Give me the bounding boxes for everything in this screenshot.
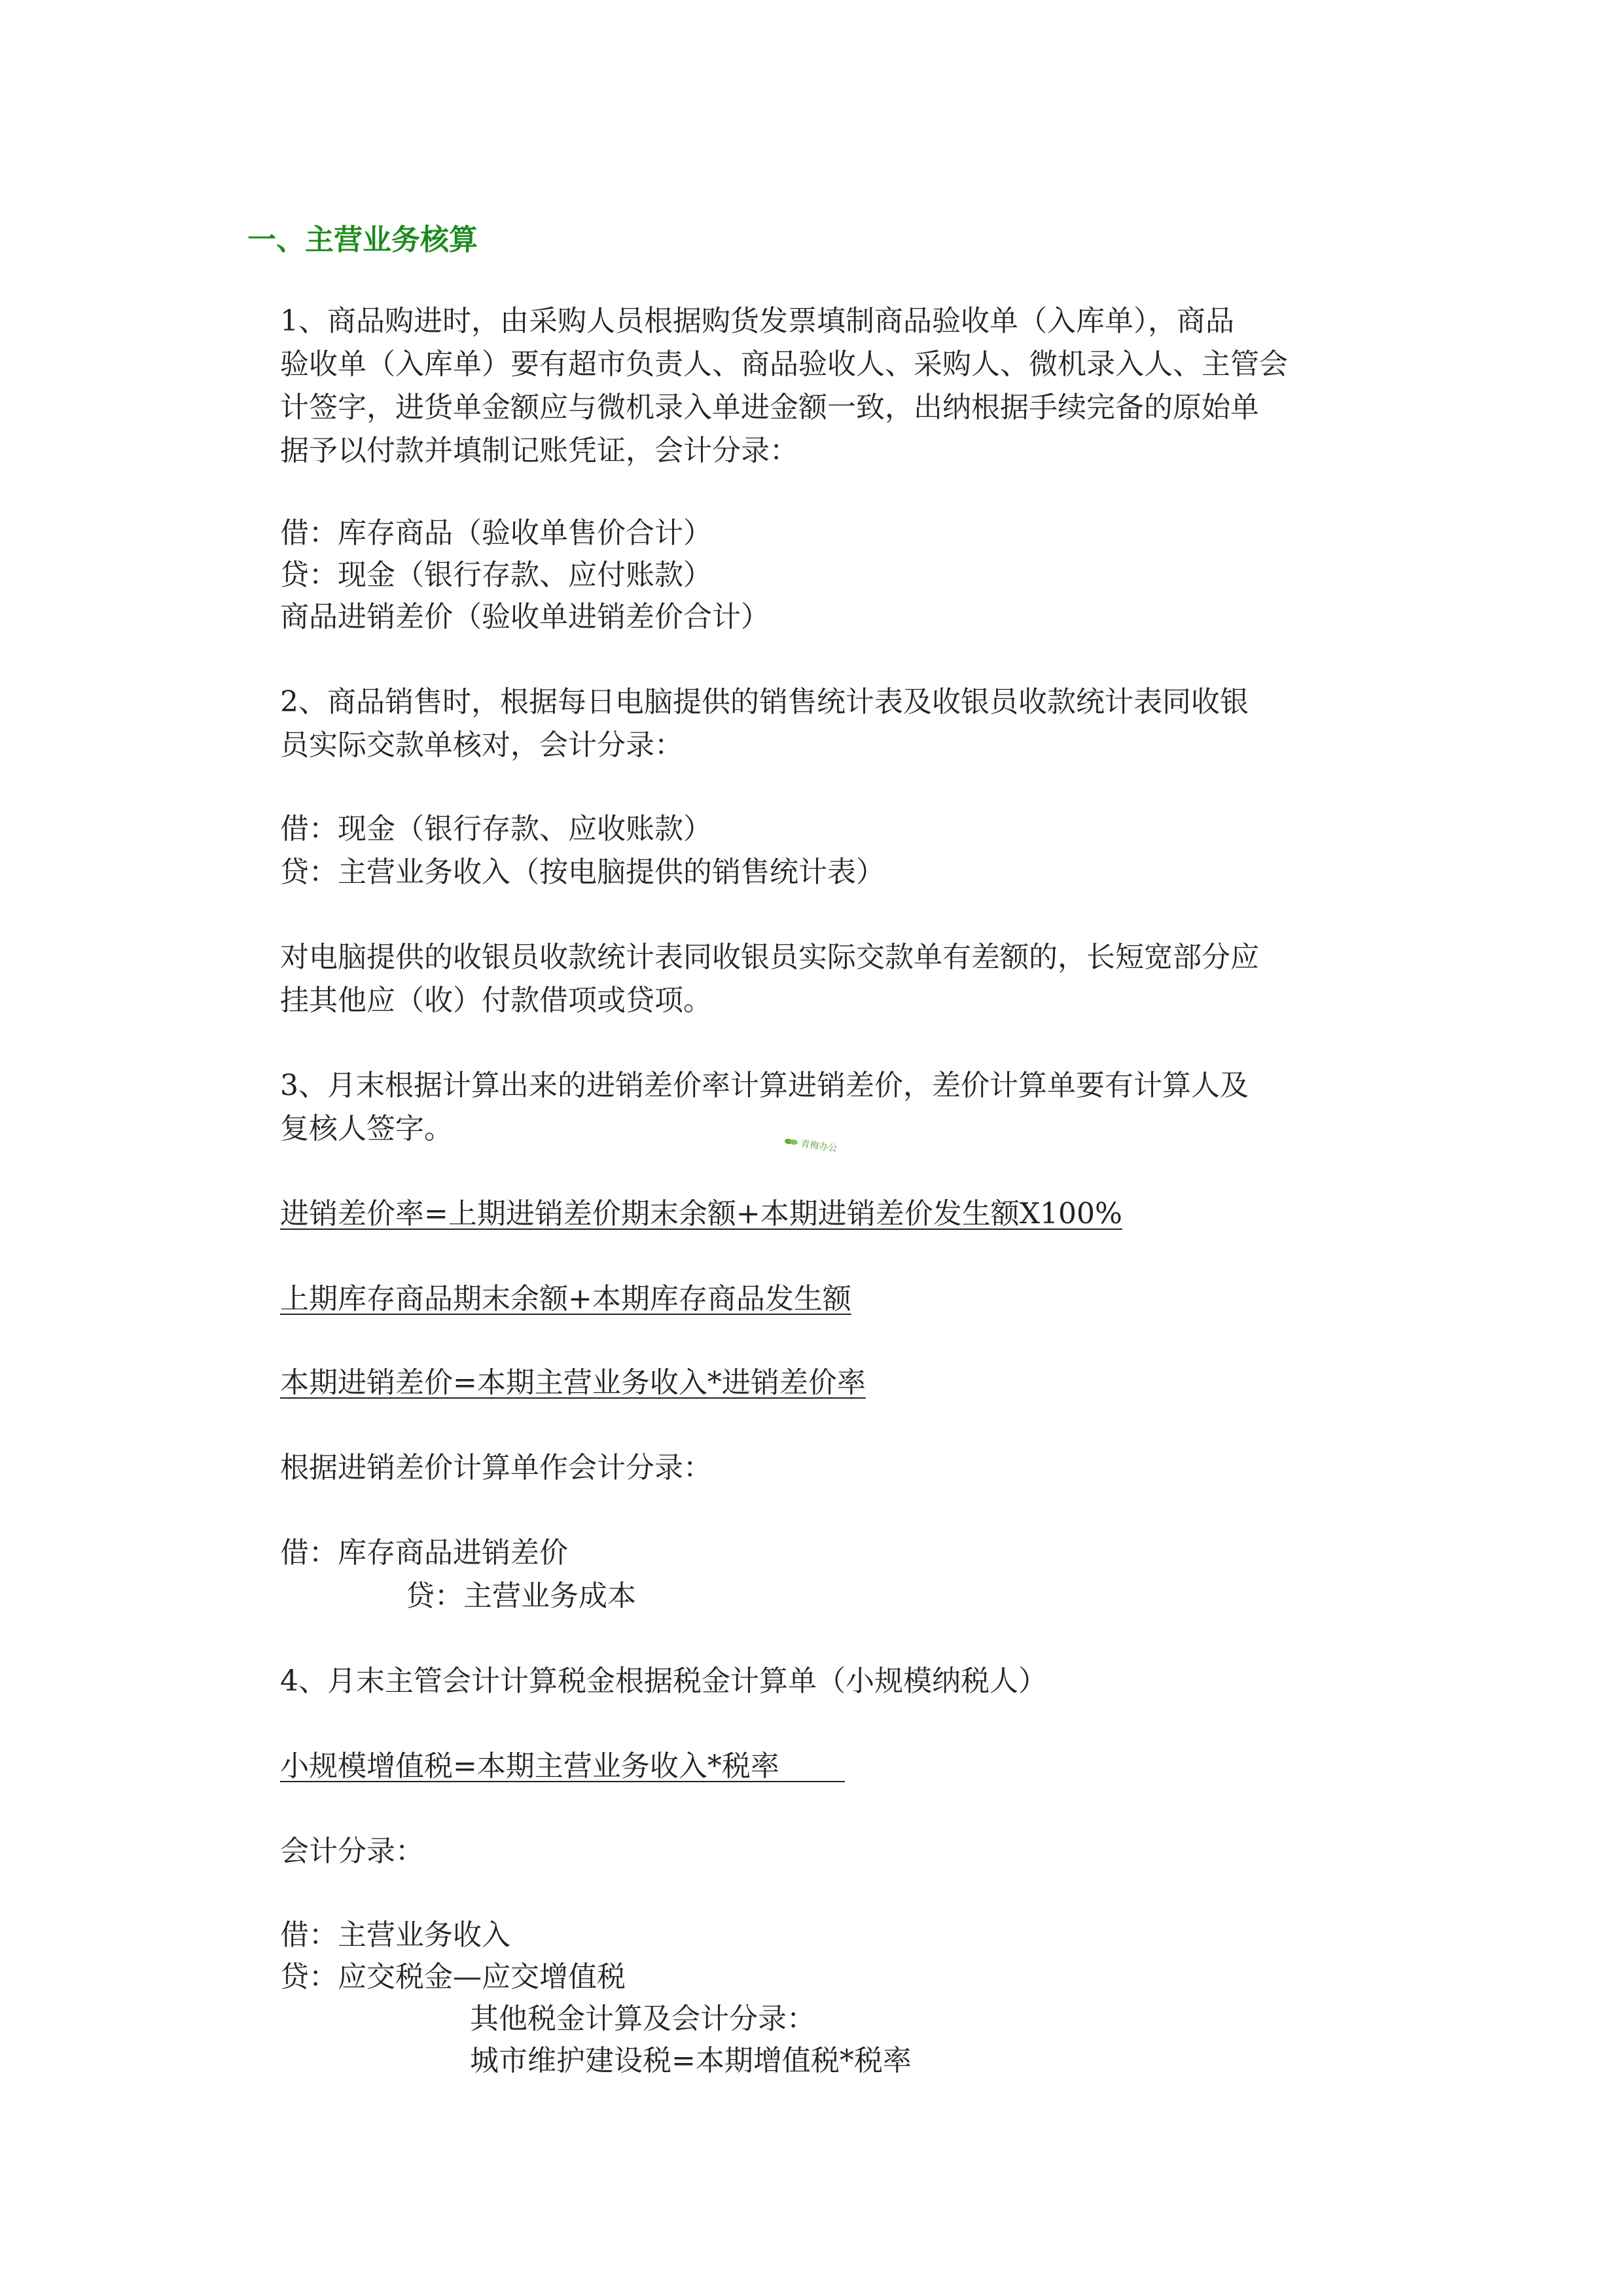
section4-other-taxes: 其他税金计算及会计分录： [470,2002,815,2036]
section3-line-2: 复核人签字。 [280,1112,453,1145]
section2-line-2: 员实际交款单核对，会计分录： [280,728,683,762]
section4-urban-tax: 城市维护建设税=本期增值税*税率 [470,2044,912,2077]
section3-debit: 借：库存商品进销差价 [280,1536,568,1570]
section2-debit: 借：现金（银行存款、应收账款） [280,812,712,846]
section1-line-1: 1、商品购进时，由采购人员根据购货发票填制商品验收单（入库单），商品 [280,304,1234,338]
section-heading: 一、主营业务核算 [247,223,478,257]
section1-line-2: 验收单（入库单）要有超市负责人、商品验收人、采购人、微机录入人、主管会 [280,348,1288,381]
formula-denominator: 上期库存商品期末余额+本期库存商品发生额 [280,1282,851,1316]
leaf-icon [783,1136,799,1147]
section1-line-4: 据予以付款并填制记账凭证，会计分录： [280,434,798,467]
section1-debit: 借：库存商品（验收单售价合计） [280,516,712,550]
watermark-logo [783,1134,838,1155]
section2-note-line-2: 挂其他应（收）付款借项或贷项。 [280,984,712,1017]
formula-markup: 本期进销差价=本期主营业务收入*进销差价率 [280,1366,866,1399]
formula-underline-tail [779,1781,845,1782]
section2-note-line-1: 对电脑提供的收银员收款统计表同收银员实际交款单有差额的，长短宽部分应 [280,941,1259,974]
section3-basis: 根据进销差价计算单作会计分录： [280,1451,712,1484]
section4-paragraph: 4、月末主管会计计算税金根据税金计算单（小规模纳税人） [280,1664,1047,1698]
section1-credit: 贷：现金（银行存款、应付账款） [280,558,712,592]
section1-credit-2: 商品进销差价（验收单进销差价合计） [280,600,770,634]
vat-formula: 小规模增值税=本期主营业务收入*税率 [280,1749,779,1783]
section4-formula-row [280,1745,845,1788]
section2-credit: 贷：主营业务收入（按电脑提供的销售统计表） [280,855,885,889]
formula-markup-rate: 进销差价率=上期进销差价期末余额+本期进销差价发生额X100% [280,1197,1122,1230]
section1-line-3: 计签字，进货单金额应与微机录入单进金额一致，出纳根据手续完备的原始单 [280,391,1259,424]
section4-debit: 借：主营业务收入 [280,1918,510,1952]
section3-credit: 贷：主营业务成本 [406,1579,636,1613]
section2-line-1: 2、商品销售时，根据每日电脑提供的销售统计表及收银员收款统计表同收银 [280,685,1249,719]
section3-line-1: 3、月末根据计算出来的进销差价率计算进销差价，差价计算单要有计算人及 [280,1069,1249,1102]
section4-credit: 贷：应交税金—应交增值税 [280,1960,626,1994]
watermark-text: 青梅办公 [800,1138,838,1155]
section4-label: 会计分录： [280,1835,424,1868]
